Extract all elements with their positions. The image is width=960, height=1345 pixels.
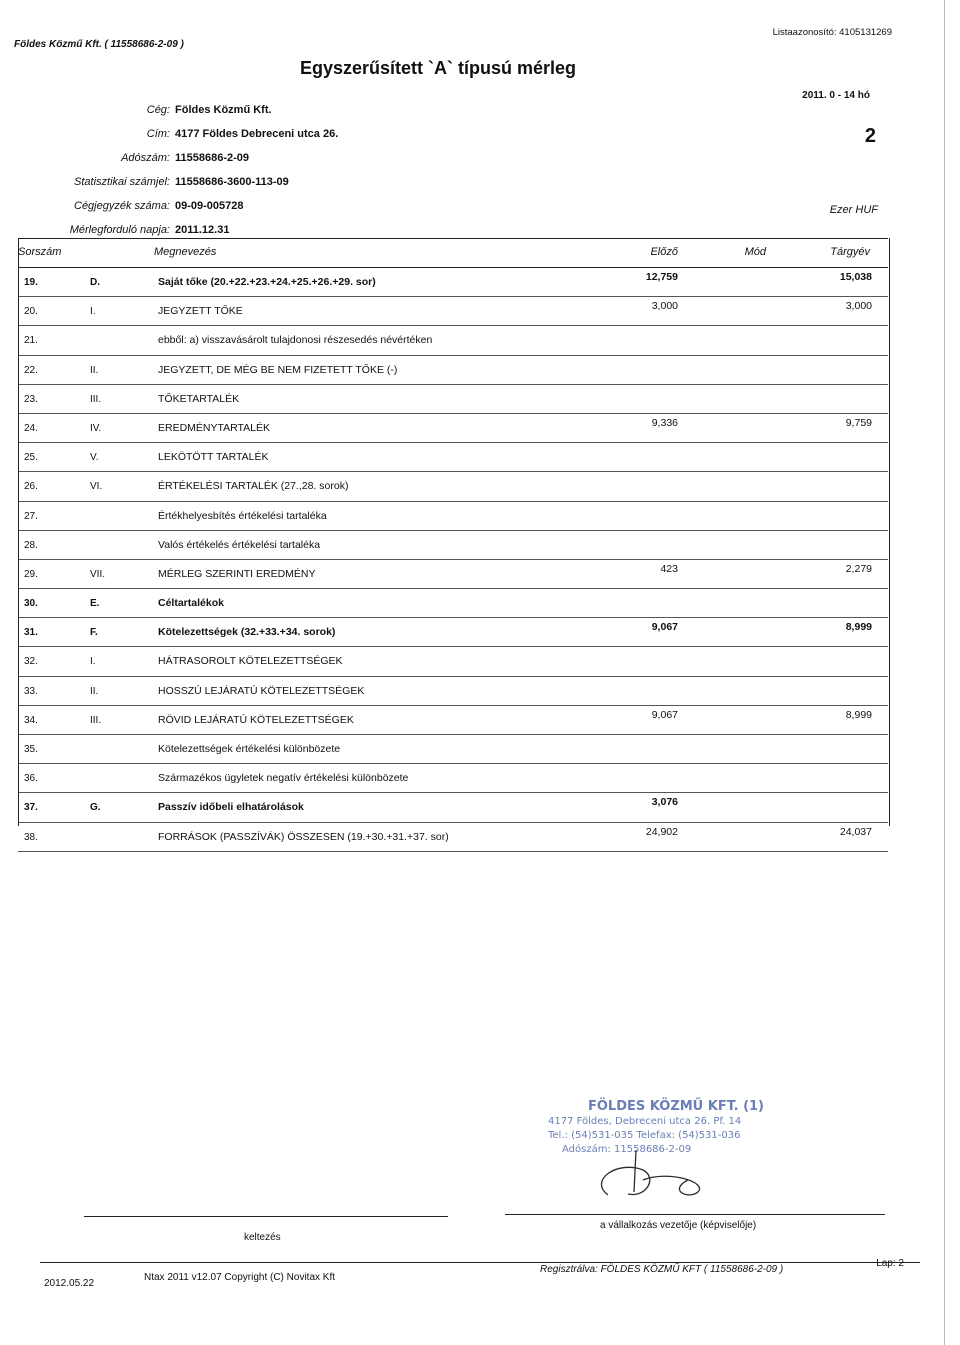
stamp-line-3: Tel.: (54)531-035 Telefax: (54)531-036	[548, 1130, 741, 1141]
row-number: 29.	[24, 568, 38, 580]
row-number: 27.	[24, 510, 38, 522]
row-label: MÉRLEG SZERINTI EREDMÉNY	[158, 567, 316, 580]
row-number: 24.	[24, 422, 38, 434]
company-info-row	[40, 176, 460, 200]
row-number: 19.	[24, 277, 38, 288]
balance-sheet-table	[18, 238, 888, 852]
footer-page: Lap: 2	[876, 1258, 904, 1269]
row-previous-value: 12,759	[645, 271, 678, 283]
row-number: 22.	[24, 364, 38, 376]
row-code: E.	[90, 598, 100, 610]
row-previous-value: 9,067	[651, 708, 678, 721]
row-label: JEGYZETT TŐKE	[158, 305, 243, 318]
table-row	[18, 823, 888, 852]
company-info-value: 11558686-2-09	[175, 152, 250, 164]
company-info-label: Statisztikai számjel:	[74, 176, 170, 188]
row-code: I.	[90, 656, 96, 668]
row-number: 21.	[24, 335, 38, 347]
company-info-label: Cégjegyzék száma:	[74, 200, 170, 212]
company-info-row	[40, 200, 460, 224]
table-row	[18, 268, 888, 297]
row-number: 32.	[24, 656, 38, 668]
row-label: TŐKETARTALÉK	[158, 392, 240, 405]
table-row	[18, 297, 888, 326]
row-code: VII.	[90, 568, 106, 580]
header-megnevezes: Megnevezés	[154, 246, 217, 258]
row-number: 35.	[24, 744, 38, 755]
row-label: RÖVID LEJÁRATÚ KÖTELEZETTSÉGEK	[158, 713, 354, 726]
footer-divider	[40, 1262, 920, 1263]
row-previous-value: 3,000	[651, 300, 678, 313]
stamp-line-2: 4177 Földes, Debreceni utca 26. Pf. 14	[548, 1116, 742, 1127]
company-info-value: 2011.12.31	[175, 224, 230, 236]
table-row	[18, 356, 888, 385]
table-row	[18, 764, 888, 793]
row-current-value: 9,759	[845, 416, 872, 429]
row-code: F.	[90, 627, 98, 639]
row-label: Céltartalékok	[158, 597, 224, 610]
table-header	[18, 238, 888, 268]
table-row	[18, 443, 888, 472]
row-number: 31.	[24, 627, 38, 639]
row-code: I.	[90, 306, 96, 318]
page-number: 2	[864, 125, 876, 147]
table-row	[18, 502, 888, 531]
row-code: IV.	[90, 422, 102, 434]
row-label: JEGYZETT, DE MÉG BE NEM FIZETETT TŐKE (-)	[158, 363, 398, 376]
row-current-value: 2,279	[845, 562, 872, 575]
footer-software: Ntax 2011 v12.07 Copyright (C) Novitax Kft	[144, 1272, 336, 1283]
row-label: Kötelezettségek értékelési különbözete	[158, 743, 341, 755]
row-code: II.	[90, 685, 99, 697]
company-reference: Földes Közmű Kft. ( 11558686-2-09 )	[14, 39, 184, 50]
row-current-value: 3,000	[845, 300, 872, 313]
table-row	[18, 472, 888, 501]
row-code: II.	[90, 364, 99, 376]
row-current-value: 8,999	[845, 708, 872, 721]
row-previous-value: 9,067	[651, 621, 678, 634]
company-info-label: Mérlegforduló napja:	[69, 224, 170, 236]
row-code: V.	[90, 452, 99, 464]
footer-registration: Regisztrálva: FÖLDES KÖZMŰ KFT ( 11558686-2-09 )	[540, 1264, 784, 1275]
row-previous-value: 3,076	[651, 796, 678, 809]
currency-unit: Ezer HUF	[829, 204, 878, 216]
table-row	[18, 706, 888, 735]
place-date-line	[84, 1216, 448, 1217]
page-edge	[944, 0, 945, 1345]
row-number: 33.	[24, 685, 38, 697]
header-sorszam: Sorszám	[18, 246, 62, 258]
company-info-value: 11558686-3600-113-09	[175, 176, 289, 188]
row-current-value: 15,038	[839, 271, 872, 283]
table-row	[18, 560, 888, 589]
report-period: 2011. 0 - 14 hó	[802, 90, 870, 101]
row-code: G.	[90, 802, 101, 814]
manager-signature-line	[505, 1214, 885, 1215]
row-label: Passzív időbeli elhatárolások	[158, 801, 304, 814]
table-row	[18, 793, 888, 822]
table-row	[18, 677, 888, 706]
row-number: 20.	[24, 306, 38, 318]
row-label: Saját tőke (20.+22.+23.+24.+25.+26.+29. sor)	[158, 276, 376, 288]
row-code: III.	[90, 393, 102, 405]
manager-label: a vállalkozás vezetője (képviselője)	[600, 1220, 757, 1231]
row-number: 25.	[24, 452, 38, 464]
row-label: FORRÁSOK (PASSZÍVÁK) ÖSSZESEN (19.+30.+31.+37. sor)	[158, 830, 449, 843]
row-label: EREDMÉNYTARTALÉK	[158, 421, 271, 434]
row-number: 23.	[24, 393, 38, 405]
table-row	[18, 735, 888, 764]
row-label: ÉRTÉKELÉSI TARTALÉK (27.,28. sorok)	[158, 480, 349, 493]
table-row	[18, 326, 888, 355]
row-label: LEKÖTÖTT TARTALÉK	[158, 451, 269, 464]
row-previous-value: 423	[660, 562, 678, 575]
row-number: 30.	[24, 598, 38, 610]
row-number: 34.	[24, 714, 38, 726]
table-body	[18, 268, 888, 852]
footer-date: 2012.05.22	[44, 1278, 95, 1289]
row-label: HOSSZÚ LEJÁRATÚ KÖTELEZETTSÉGEK	[158, 684, 365, 697]
row-number: 26.	[24, 481, 38, 493]
company-info-row	[40, 104, 460, 128]
row-code: D.	[90, 277, 100, 288]
company-info-label: Cím:	[146, 128, 170, 140]
company-info-label: Cég:	[146, 104, 170, 116]
row-code: III.	[90, 714, 102, 726]
row-previous-value: 24,902	[645, 825, 678, 838]
header-targyev: Tárgyév	[830, 246, 870, 258]
table-row	[18, 618, 888, 647]
stamp-line-1: FÖLDES KÖZMŰ KFT. (1)	[588, 1099, 765, 1114]
stamp-line-4: Adószám: 11558686-2-09	[562, 1144, 692, 1155]
company-info-row	[40, 128, 460, 152]
row-label: ebből: a) visszavásárolt tulajdonosi részesedés névértéken	[158, 334, 433, 347]
row-label: Származékos ügyletek negatív értékelési különbözete	[158, 772, 409, 785]
company-info-value: Földes Közmű Kft.	[175, 104, 272, 116]
row-label: Kötelezettségek (32.+33.+34. sorok)	[158, 626, 336, 639]
row-current-value: 24,037	[839, 825, 872, 838]
table-row	[18, 414, 888, 443]
company-info-row	[40, 152, 460, 176]
header-mod: Mód	[744, 246, 766, 258]
row-number: 28.	[24, 539, 38, 551]
company-stamp	[548, 1090, 778, 1200]
page-title: Egyszerűsített `A` típusú mérleg	[300, 58, 577, 78]
company-info-value: 09-09-005728	[175, 200, 244, 212]
row-label: Értékhelyesbítés értékelési tartaléka	[158, 509, 327, 522]
table-row	[18, 647, 888, 676]
company-info-block	[40, 104, 460, 248]
header-elozo: Előző	[650, 246, 678, 258]
row-previous-value: 9,336	[651, 416, 678, 429]
row-number: 37.	[24, 802, 38, 814]
list-identifier: Listaazonosító: 4105131269	[772, 27, 892, 38]
row-number: 36.	[24, 773, 38, 785]
company-info-label: Adószám:	[121, 152, 170, 164]
signature-mark	[601, 1150, 699, 1195]
company-info-value: 4177 Földes Debreceni utca 26.	[175, 128, 339, 140]
table-row	[18, 385, 888, 414]
row-code: VI.	[90, 481, 103, 493]
row-label: Valós értékelés értékelési tartaléka	[158, 538, 321, 551]
table-row	[18, 589, 888, 618]
place-date-label: keltezés	[244, 1232, 281, 1243]
row-number: 38.	[24, 831, 38, 843]
row-current-value: 8,999	[845, 621, 872, 634]
table-row	[18, 531, 888, 560]
row-label: HÁTRASOROLT KÖTELEZETTSÉGEK	[158, 655, 343, 668]
